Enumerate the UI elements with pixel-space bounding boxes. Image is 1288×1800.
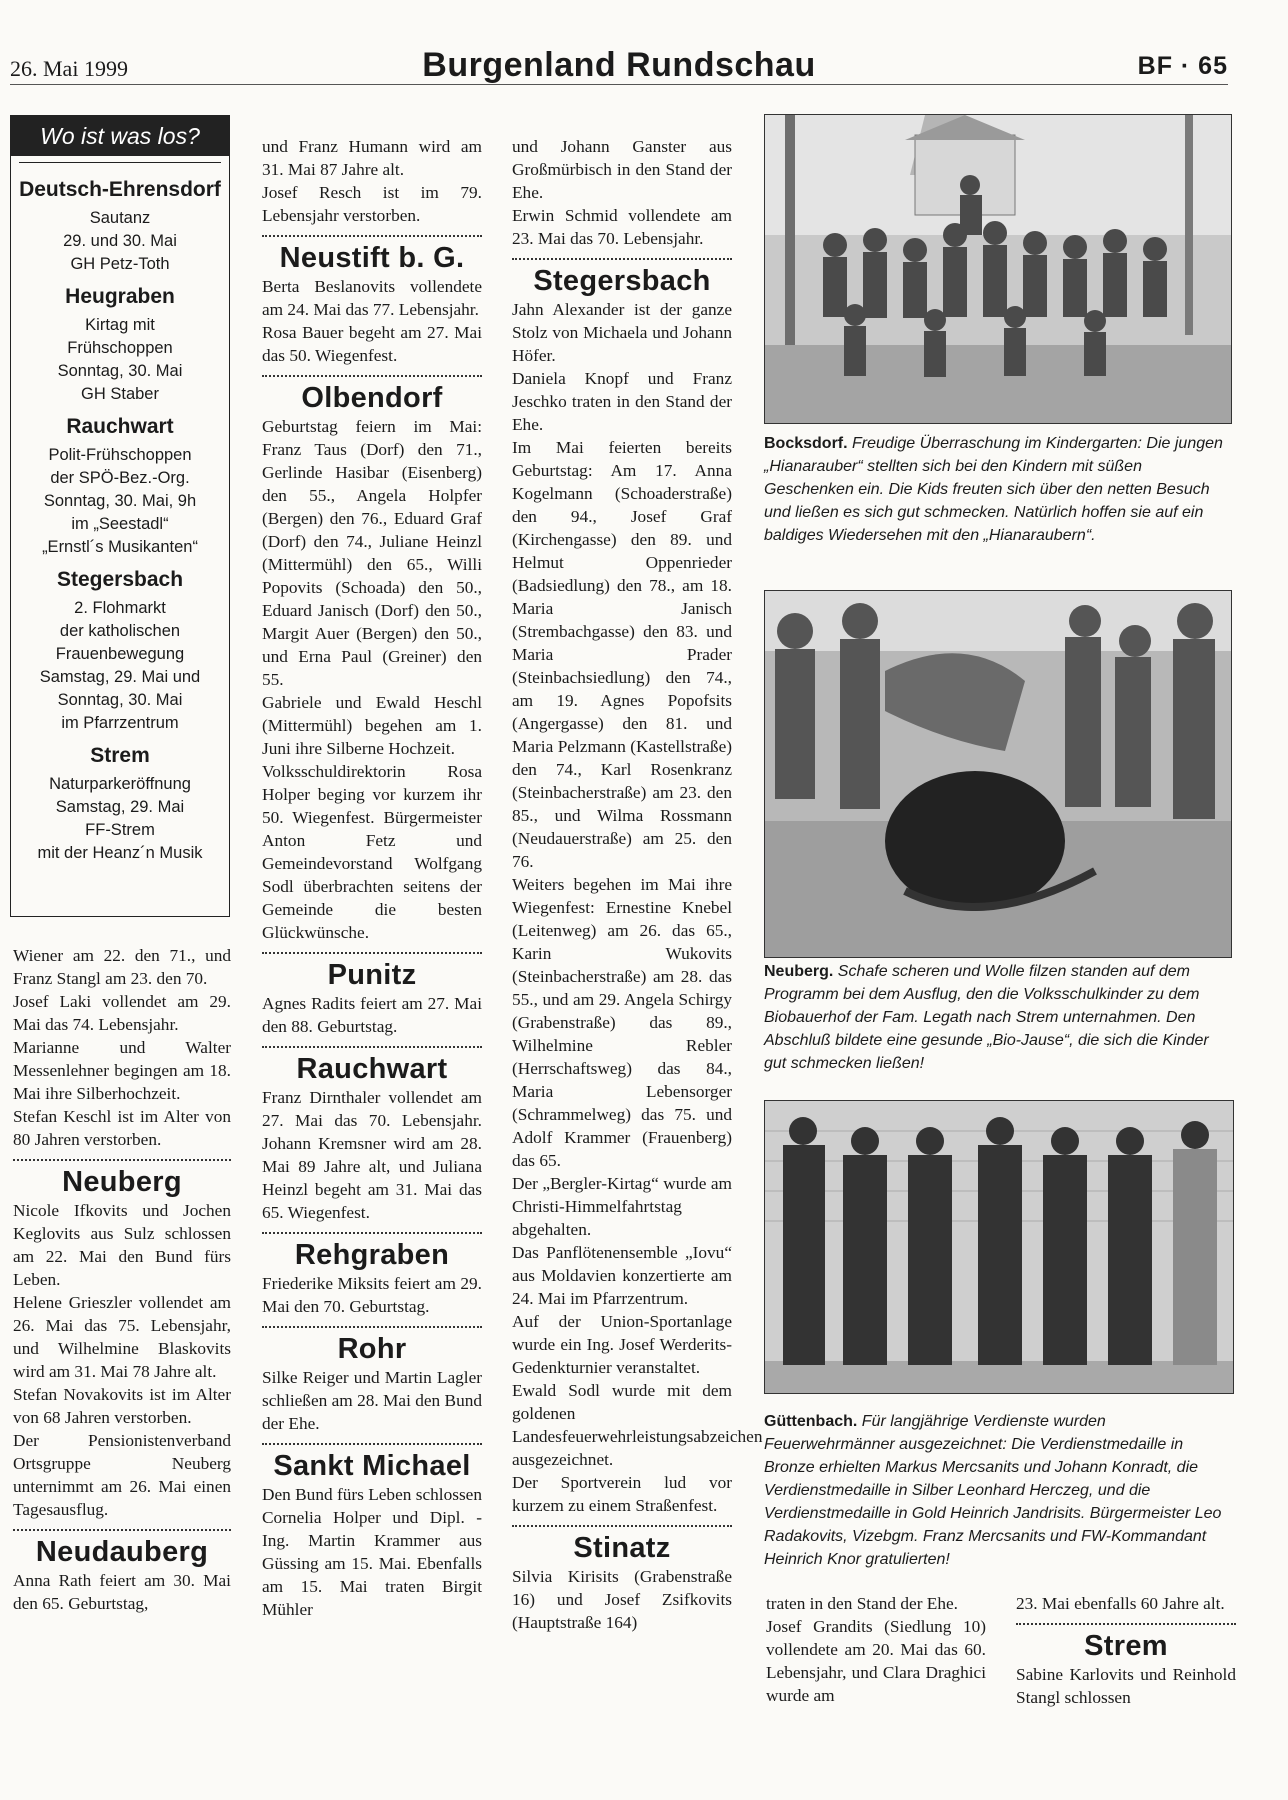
column-1 bbox=[13, 944, 231, 1615]
section-divider bbox=[262, 1443, 482, 1445]
column-4 bbox=[766, 1592, 986, 1707]
section-divider bbox=[13, 1529, 231, 1531]
event-line: Frühschoppen bbox=[67, 339, 173, 357]
events-list bbox=[19, 162, 221, 865]
newspaper-title: Burgenland Rundschau bbox=[422, 46, 816, 84]
section-divider bbox=[262, 952, 482, 954]
section-divider bbox=[262, 375, 482, 377]
article-paragraph: Volksschuldirektorin Rosa Holper beging vor kurzem ihr 50. Wiegenfest. Bürgermeister Anton Fetz und Gemeindevorstand Wolfgang Sodl überbrachten seitens der Gemeinde die besten Glückwünsche. bbox=[262, 762, 482, 942]
article-paragraph: Wiener am 22. den 71., und Franz Stangl am 23. den 70. bbox=[13, 946, 231, 988]
section-divider bbox=[262, 1326, 482, 1328]
event-line: Polit-Frühschoppen bbox=[48, 446, 192, 464]
article-paragraph: und Franz Humann wird am 31. Mai 87 Jahre alt. bbox=[262, 137, 482, 179]
section-heading: Rehgraben bbox=[294, 1239, 450, 1271]
article-paragraph: und Johann Ganster aus Großmürbisch in den Stand der Ehe. bbox=[512, 137, 732, 202]
event-town: Rauchwart bbox=[66, 415, 174, 438]
article-paragraph: traten in den Stand der Ehe. bbox=[766, 1594, 958, 1613]
events-box-title: Wo ist was los? bbox=[11, 116, 229, 156]
caption-place: Bocksdorf. bbox=[764, 435, 848, 452]
article-paragraph: Den Bund fürs Leben schlossen Cornelia Holper und Dipl. - Ing. Martin Krammer aus Güssing am 15. Mai. Ebenfalls am 15. Mai traten Birgit Mühler bbox=[262, 1485, 482, 1619]
section-heading: Punitz bbox=[327, 959, 417, 991]
sheep-shearing-image bbox=[765, 591, 1231, 957]
section-divider bbox=[512, 258, 732, 260]
article-paragraph: Helene Grieszler vollendet am 26. Mai das 75. Lebensjahr, und Wilhelmine Blaskovits wird am 31. Mai 78 Jahre alt. bbox=[13, 1293, 231, 1381]
section-heading: Sankt Michael bbox=[273, 1450, 471, 1482]
events-box bbox=[10, 115, 230, 917]
page-number: BF · 65 bbox=[1137, 52, 1228, 80]
event-line: mit der Heanz´n Musik bbox=[37, 844, 203, 862]
article-paragraph: Josef Laki vollendet am 29. Mai das 74. Lebensjahr. bbox=[13, 992, 231, 1034]
article-paragraph: Josef Resch ist im 79. Lebensjahr verstorben. bbox=[262, 183, 482, 225]
event-town: Stegersbach bbox=[56, 568, 184, 591]
event-line: Samstag, 29. Mai und bbox=[39, 668, 201, 686]
firefighters-group-image bbox=[765, 1101, 1233, 1393]
article-paragraph: Josef Grandits (Siedlung 10) vollendete am 20. Mai das 60. Lebensjahr, und Clara Draghici wurde am bbox=[766, 1617, 986, 1705]
event-line: GH Petz-Toth bbox=[70, 255, 170, 273]
article-paragraph: Jahn Alexander ist der ganze Stolz von Michaela und Johann Höfer. bbox=[512, 300, 732, 365]
kindergarten-group-image bbox=[765, 115, 1231, 423]
event-line: Kirtag mit bbox=[85, 316, 155, 334]
article-paragraph: Agnes Radits feiert am 27. Mai den 88. Geburtstag. bbox=[262, 994, 482, 1036]
section-heading: Stegersbach bbox=[533, 265, 711, 297]
section-heading: Rohr bbox=[337, 1333, 407, 1365]
article-paragraph: Franz Dirnthaler vollendet am 27. Mai das 70. Lebensjahr. Johann Kremsner wird am 28. Mai 89 Jahre alt, und Juliana Heinzl begeht am 31. Mai das 65. Wiegenfest. bbox=[262, 1088, 482, 1222]
section-heading: Strem bbox=[1084, 1630, 1168, 1662]
event-line: im Pfarrzentrum bbox=[61, 714, 179, 732]
event-line: Sautanz bbox=[89, 209, 151, 227]
caption-text: Für langjährige Verdienste wurden Feuerwehrmänner ausgezeichnet: Die Verdienstmedaille in Bronze erhielten Markus Mercsanits und Johann Konradt, die Verdienstmedaille in Silber Leonhard Herczeg, und die Verdienstmedaille in Gold Heinrich Jandrisits. Bürgermeister Leo Radakovits, Vizebgm. Franz Mercsanits und FW-Kommandant Heinrich Knor gratulierten! bbox=[764, 1413, 1222, 1568]
event-line: der katholischen bbox=[59, 622, 181, 640]
article-paragraph: Friederike Miksits feiert am 29. Mai den 70. Geburtstag. bbox=[262, 1274, 482, 1316]
article-paragraph: Weiters begehen im Mai ihre Wiegenfest: Ernestine Knebel (Leitenweg) am 26. das 65., Karin Wukovits (Steinbacherstraße) am 28. das 55., und am 29. Angela Schirgy (Grabenstraße) das 89., Wilhelmine Rebler (Herrschaftsweg) das 84., Maria Lebensorger (Schrammelweg) das 75. und Adolf Krammer (Frauenberg) das 65. bbox=[512, 875, 732, 1170]
section-divider bbox=[262, 235, 482, 237]
article-paragraph: Silvia Kirisits (Grabenstraße 16) und Josef Zsifkovits (Hauptstraße 164) bbox=[512, 1567, 732, 1632]
caption-text: Freudige Überraschung im Kindergarten: Die jungen „Hianarauber“ stellten sich bei den Kindern mit süßen Geschenken ein. Die Kids freuten sich über den netten Besuch und ließen es sich gut schmecken. Natürlich hoffen sie auf ein baldiges Wiedersehen mit den „Hianaraubern“. bbox=[764, 435, 1223, 544]
event-line: im „Seestadl“ bbox=[71, 515, 169, 533]
article-paragraph: Nicole Ifkovits und Jochen Keglovits aus Sulz schlossen am 22. Mai den Bund fürs Leben. bbox=[13, 1201, 231, 1289]
section-divider bbox=[13, 1159, 231, 1161]
event-line: „Ernstl´s Musikanten“ bbox=[42, 538, 198, 556]
article-paragraph: Silke Reiger und Martin Lagler schließen am 28. Mai den Bund der Ehe. bbox=[262, 1368, 482, 1433]
event-town: Heugraben bbox=[65, 285, 175, 308]
article-paragraph: Sabine Karlovits und Reinhold Stangl schlossen bbox=[1016, 1665, 1236, 1707]
article-paragraph: Berta Beslanovits vollendete am 24. Mai das 77. Lebensjahr. bbox=[262, 277, 482, 319]
caption-guettenbach bbox=[764, 1410, 1234, 1571]
column-2 bbox=[262, 135, 482, 1621]
article-paragraph: Stefan Keschl ist im Alter von 80 Jahren verstorben. bbox=[13, 1107, 231, 1149]
article-paragraph: Rosa Bauer begeht am 27. Mai das 50. Wiegenfest. bbox=[262, 323, 482, 365]
section-heading: Neustift b. G. bbox=[279, 242, 465, 274]
event-line: Naturparkeröffnung bbox=[49, 775, 191, 793]
article-paragraph: Der Sportverein lud vor kurzem zu einem Straßenfest. bbox=[512, 1473, 732, 1515]
photo-neuberg bbox=[764, 590, 1232, 958]
event-line: FF-Strem bbox=[85, 821, 155, 839]
column-5 bbox=[1016, 1592, 1236, 1709]
article-paragraph: Erwin Schmid vollendete am 23. Mai das 70. Lebensjahr. bbox=[512, 206, 732, 248]
event-line: GH Staber bbox=[81, 385, 159, 403]
event-line: Sonntag, 30. Mai bbox=[57, 362, 183, 380]
section-divider bbox=[512, 1525, 732, 1527]
caption-neuberg bbox=[764, 960, 1234, 1075]
section-heading: Neudauberg bbox=[35, 1536, 209, 1568]
issue-date: 26. Mai 1999 bbox=[10, 56, 128, 81]
article-paragraph: Auf der Union-Sportanlage wurde ein Ing. Josef Werderits-Gedenkturnier veranstaltet. bbox=[512, 1312, 732, 1377]
caption-bocksdorf bbox=[764, 432, 1234, 547]
photo-bocksdorf bbox=[764, 114, 1232, 424]
page-header bbox=[10, 44, 1228, 85]
caption-place: Güttenbach. bbox=[764, 1413, 858, 1430]
section-heading: Neuberg bbox=[62, 1166, 182, 1198]
section-divider bbox=[262, 1232, 482, 1234]
article-paragraph: Geburtstag feiern im Mai: Franz Taus (Dorf) den 71., Gerlinde Hasibar (Eisenberg) den 55., Angela Holpfer (Bergen) den 76., Eduard Graf (Dorf) den 74., Juliane Heinzl (Mittermühl) den 65., Willi Popovits (Schoada) den 50., Eduard Janisch (Dorf) den 50., Margit Auer (Bergen) den 50., und Erna Paul (Greiner) den 55. bbox=[262, 417, 482, 689]
section-divider bbox=[1016, 1623, 1236, 1625]
event-town: Deutsch-Ehrensdorf bbox=[19, 178, 221, 201]
caption-text: Schafe scheren und Wolle filzen standen auf dem Programm bei dem Ausflug, den die Volksschulkinder zu dem Biobauerhof der Fam. Legath nach Strem unternahmen. Den Abschluß bildete eine gesunde „Bio-Jause“, die sich die Kinder gut schmecken ließen! bbox=[764, 963, 1209, 1072]
article-paragraph: Daniela Knopf und Franz Jeschko traten in den Stand der Ehe. bbox=[512, 369, 732, 434]
article-paragraph: Im Mai feierten bereits Geburtstag: Am 17. Anna Kogelmann (Schoaderstraße) den 94., Josef Graf (Kirchengasse) den 89. und Helmut Oppenrieder (Badsiedlung) den 78., am 18. Maria Janisch (Strembachgasse) den 83. und Maria Prader (Steinbachsiedlung) den 74., am 19. Agnes Popofsits (Angergasse) den 81. und Maria Pelzmann (Kastellstraße) den 74., Karl Rosenkranz (Steinbacherstraße) am 23. den 85., und Wilma Rossmann (Neudauerstraße) am 25. den 76. bbox=[512, 438, 732, 871]
section-heading: Olbendorf bbox=[301, 382, 443, 414]
article-paragraph: Der Pensionistenverband Ortsgruppe Neuberg unternimmt am 26. Mai einen Tagesausflug. bbox=[13, 1431, 231, 1519]
event-line: der SPÖ-Bez.-Org. bbox=[50, 469, 190, 487]
article-paragraph: Gabriele und Ewald Heschl (Mittermühl) begehen am 1. Juni ihre Silberne Hochzeit. bbox=[262, 693, 482, 758]
article-paragraph: Stefan Novakovits ist im Alter von 68 Jahren verstorben. bbox=[13, 1385, 231, 1427]
caption-place: Neuberg. bbox=[764, 963, 834, 980]
event-line: 2. Flohmarkt bbox=[74, 599, 166, 617]
column-3 bbox=[512, 135, 763, 1634]
event-line: Frauenbewegung bbox=[55, 645, 185, 663]
article-paragraph: Marianne und Walter Messenlehner begingen am 18. Mai ihre Silberhochzeit. bbox=[13, 1038, 231, 1103]
article-paragraph: Der „Bergler-Kirtag“ wurde am Christi-Himmelfahrtstag abgehalten. bbox=[512, 1174, 732, 1239]
event-line: 29. und 30. Mai bbox=[63, 232, 177, 250]
section-heading: Rauchwart bbox=[296, 1053, 448, 1085]
event-town: Strem bbox=[90, 744, 150, 767]
article-paragraph: Ewald Sodl wurde mit dem goldenen Landesfeuerwehrleistungsabzeichen ausgezeichnet. bbox=[512, 1381, 763, 1469]
article-paragraph: Anna Rath feiert am 30. Mai den 65. Geburtstag, bbox=[13, 1571, 231, 1613]
event-line: Sonntag, 30. Mai bbox=[57, 691, 183, 709]
article-paragraph: Das Panflötenensemble „Iovu“ aus Moldavien konzertierte am 24. Mai im Pfarrzentrum. bbox=[512, 1243, 732, 1308]
section-divider bbox=[262, 1046, 482, 1048]
article-paragraph: 23. Mai ebenfalls 60 Jahre alt. bbox=[1016, 1594, 1225, 1613]
event-line: Samstag, 29. Mai bbox=[55, 798, 185, 816]
photo-guettenbach bbox=[764, 1100, 1234, 1394]
section-heading: Stinatz bbox=[573, 1532, 671, 1564]
event-line: Sonntag, 30. Mai, 9h bbox=[43, 492, 197, 510]
